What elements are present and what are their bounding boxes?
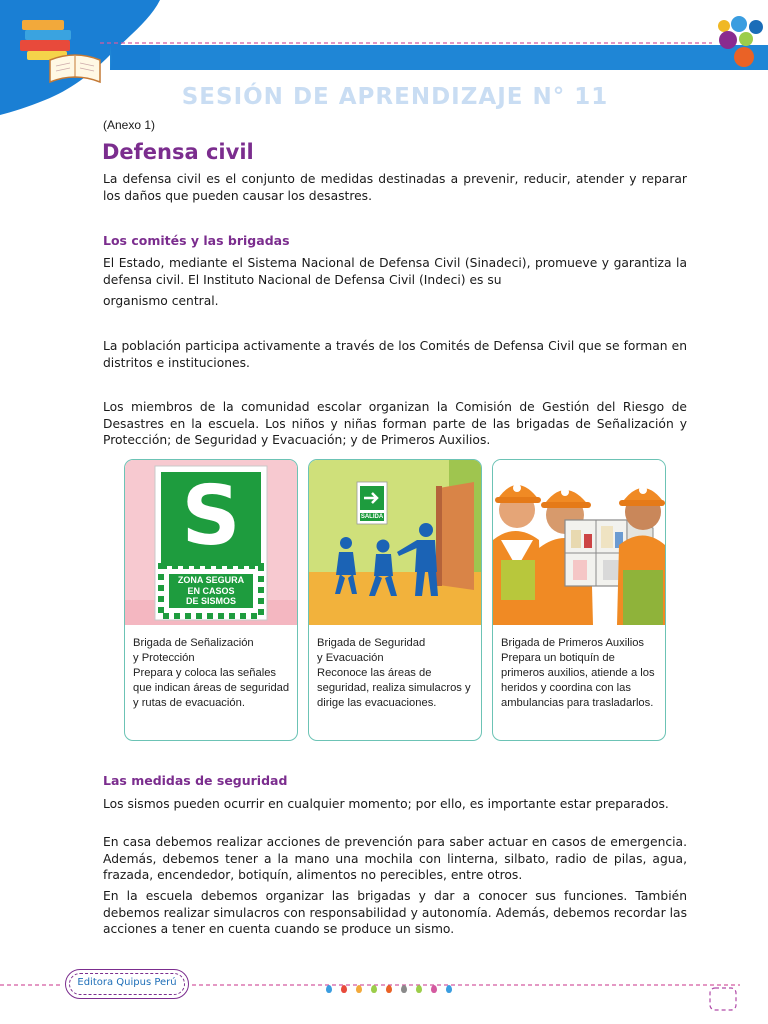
main-title: Defensa civil: [102, 140, 254, 164]
card-title-line-2: y Evacuación: [317, 652, 384, 664]
paragraph-home-prevention: En casa debemos realizar acciones de prevención para saber actuar en casos de emergencia. Además, debemos tener a la mano una mochila con linterna, silbato, radio de pilas, agua, frazada, encendedor, botiquín, alimentos no perecibles, entre otros.: [103, 835, 687, 882]
paragraph-sinadeci-b: organismo central.: [103, 294, 219, 308]
card-signage-brigade: [124, 459, 298, 741]
sign-letter: S: [181, 469, 241, 564]
paragraph-school-community: Los miembros de la comunidad escolar organizan la Comisión de Gestión del Riesgo de Desastres en la escuela. Los niños y niñas forman parte de las brigadas de Señalización y Protección; de Seguridad y Evacuación; y de Primeros Auxilios.: [103, 400, 687, 447]
first-aid-illustration: [493, 460, 665, 625]
section-heading-committees: Los comités y las brigadas: [103, 233, 290, 248]
card-title-line-1: Brigada de Primeros Auxilios: [501, 637, 645, 649]
sign-caption-line-3: DE SISMOS: [185, 596, 236, 606]
sign-caption-line-2: EN CASOS: [187, 585, 235, 596]
paragraph-school-brigades: En la escuela debemos organizar las brigadas y dar a conocer sus funciones. También debemos realizar simulacros con responsabilidad y autonomía. Además, debemos recordar las acciones a tener en cuenta cuando se produce un sismo.: [103, 889, 687, 936]
paragraph-population: La población participa activamente a través de los Comités de Defensa Civil que se forman en distritos e instituciones.: [103, 339, 687, 370]
card-first-aid-brigade: [492, 459, 666, 741]
exit-sign-label: SALIDA: [360, 514, 384, 520]
paragraph-sinadeci: [103, 255, 687, 288]
section-heading-safety-measures: Las medidas de seguridad: [103, 773, 288, 788]
paragraph-earthquakes: Los sismos pueden ocurrir en cualquier momento; por ello, es importante estar preparados.: [103, 797, 669, 811]
intro-paragraph: La defensa civil es el conjunto de medidas destinadas a prevenir, reducir, atender y reparar los daños que pueden causar los desastres.: [103, 172, 687, 203]
card-caption: [317, 636, 475, 711]
card-evacuation-brigade: [308, 459, 482, 741]
card-title-line-1: Brigada de Señalización: [133, 637, 254, 649]
card-description: Prepara un botiquín de primeros auxilios, atiende a los heridos y coordina con las ambulancias para trasladarlos.: [501, 652, 655, 709]
card-caption: [133, 636, 291, 711]
sign-caption: [169, 575, 253, 607]
annex-label: (Anexo 1): [103, 118, 156, 132]
sign-caption-line-1: ZONA SEGURA: [177, 575, 245, 585]
footer-drops-icon: [326, 978, 461, 997]
card-title-line-1: Brigada de Seguridad: [317, 637, 426, 649]
card-title-line-2: y Protección: [133, 652, 195, 664]
paragraph-sinadeci-a: El Estado, mediante el Sistema Nacional de Defensa Civil (Sinadeci), promueve y garantiza la defensa civil. El Instituto Nacional de Defensa Civil (Indeci) es su: [103, 256, 687, 287]
page-title: SESIÓN DE APRENDIZAJE N° 11: [181, 84, 609, 110]
card-description: Prepara y coloca las señales que indican áreas de seguridad y rutas de evacuación.: [133, 667, 290, 709]
card-caption: [501, 636, 659, 711]
publisher-name: Editora Quipus Perú: [77, 977, 177, 988]
evacuation-illustration: [309, 460, 481, 625]
card-description: Reconoce las áreas de seguridad, realiza simulacros y dirige las evacuaciones.: [317, 667, 471, 709]
publisher-badge: [65, 969, 189, 999]
